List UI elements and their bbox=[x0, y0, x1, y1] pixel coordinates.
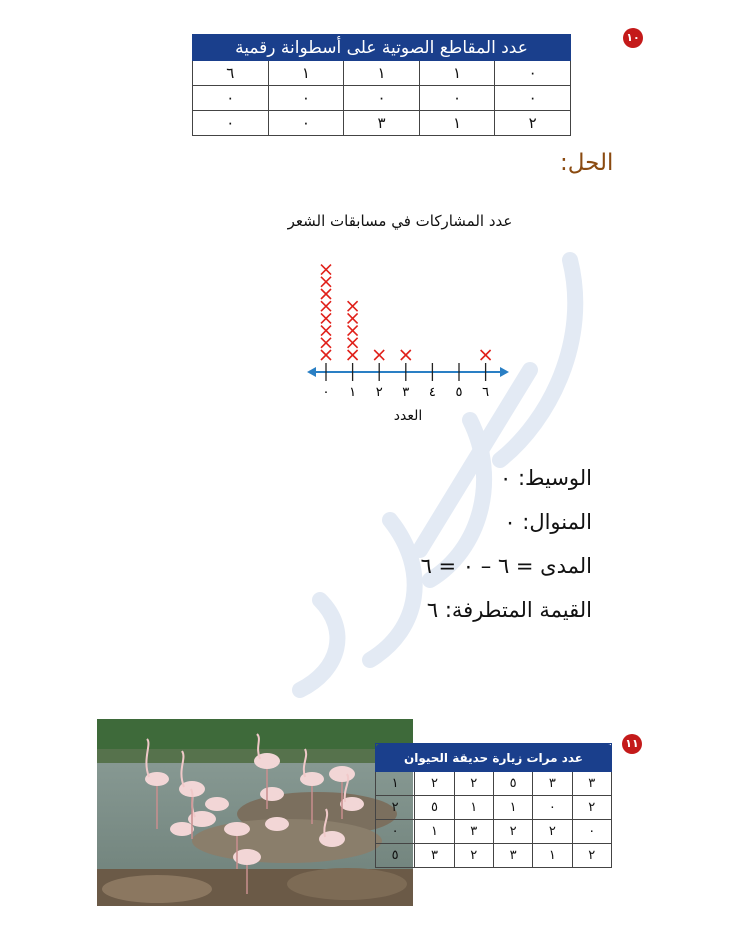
x-mark bbox=[348, 313, 358, 323]
table-cell: ٢ bbox=[376, 796, 415, 820]
table-cell: ٠ bbox=[419, 86, 495, 111]
x-mark bbox=[348, 350, 358, 360]
solution-heading: الحل: bbox=[560, 150, 614, 176]
table-cell: ٠ bbox=[376, 820, 415, 844]
table-cell: ٢ bbox=[533, 820, 572, 844]
table-cell: ٠ bbox=[268, 86, 344, 111]
flamingo-photo bbox=[97, 719, 413, 906]
x-mark bbox=[348, 326, 358, 336]
mode-text: المنوال: ٠ bbox=[504, 510, 592, 534]
question-number-10: ١٠ bbox=[623, 28, 643, 48]
table-cell: ٢ bbox=[572, 796, 611, 820]
tick-label: ٢ bbox=[375, 385, 383, 400]
x-mark bbox=[348, 338, 358, 348]
x-mark bbox=[321, 289, 331, 299]
outlier-text: القيمة المتطرفة: ٦ bbox=[426, 598, 592, 622]
table-cell: ٠ bbox=[344, 86, 420, 111]
zoo-visits-table-title: عدد مرات زيارة حديقة الحيوان bbox=[376, 744, 612, 772]
zoo-visits-table bbox=[375, 743, 612, 868]
range-text: المدى = ٦ – ٠ = ٦ bbox=[420, 554, 592, 578]
median-text: الوسيط: ٠ bbox=[500, 466, 592, 490]
table-cell: ١ bbox=[419, 61, 495, 86]
table-cell: ٣ bbox=[454, 820, 493, 844]
x-mark bbox=[481, 350, 491, 360]
x-mark bbox=[321, 265, 331, 275]
x-mark bbox=[321, 313, 331, 323]
table-cell: ٢ bbox=[454, 844, 493, 868]
number-line-left-arrow bbox=[307, 367, 316, 377]
x-mark bbox=[374, 350, 384, 360]
table-cell: ٢ bbox=[415, 772, 454, 796]
table-cell: ١ bbox=[454, 796, 493, 820]
table-cell: ٣ bbox=[572, 772, 611, 796]
x-mark bbox=[321, 338, 331, 348]
table-cell: ٠ bbox=[533, 796, 572, 820]
songs-table bbox=[192, 34, 571, 136]
table-row bbox=[193, 86, 571, 111]
chart-title: عدد المشاركات في مسابقات الشعر bbox=[287, 212, 513, 230]
x-axis-label: العدد bbox=[393, 408, 423, 424]
table-cell: ٣ bbox=[344, 111, 420, 136]
table-cell: ١ bbox=[533, 844, 572, 868]
x-mark bbox=[321, 301, 331, 311]
x-mark bbox=[348, 301, 358, 311]
table-row bbox=[376, 844, 612, 868]
tick-label: ٦ bbox=[482, 385, 490, 400]
table-cell: ٣ bbox=[493, 844, 532, 868]
table-row bbox=[193, 61, 571, 86]
table-row bbox=[193, 111, 571, 136]
table-cell: ٥ bbox=[376, 844, 415, 868]
table-cell: ٢ bbox=[572, 844, 611, 868]
tick-label: ٣ bbox=[402, 385, 410, 400]
table-cell: ٠ bbox=[495, 61, 571, 86]
table-row bbox=[376, 820, 612, 844]
table-cell: ٠ bbox=[193, 111, 269, 136]
table-cell: ٣ bbox=[533, 772, 572, 796]
table-cell: ١ bbox=[493, 796, 532, 820]
table-cell: ٢ bbox=[495, 111, 571, 136]
table-cell: ٢ bbox=[454, 772, 493, 796]
table-cell: ١ bbox=[268, 61, 344, 86]
tick-label: ٥ bbox=[455, 385, 463, 400]
songs-table-title: عدد المقاطع الصوتية على أسطوانة رقمية bbox=[193, 35, 571, 61]
line-plot bbox=[260, 205, 560, 430]
x-mark bbox=[321, 350, 331, 360]
table-cell: ٦ bbox=[193, 61, 269, 86]
x-mark bbox=[321, 277, 331, 287]
table-cell: ٣ bbox=[415, 844, 454, 868]
question-number-11: ١١ bbox=[622, 734, 642, 754]
table-cell: ١ bbox=[419, 111, 495, 136]
table-cell: ٥ bbox=[493, 772, 532, 796]
table-row bbox=[376, 796, 612, 820]
table-cell: ٥ bbox=[415, 796, 454, 820]
table-cell: ٠ bbox=[268, 111, 344, 136]
x-mark bbox=[321, 326, 331, 336]
table-cell: ١ bbox=[344, 61, 420, 86]
table-cell: ١ bbox=[415, 820, 454, 844]
table-row bbox=[376, 772, 612, 796]
tick-label: ١ bbox=[349, 385, 357, 400]
x-mark bbox=[401, 350, 411, 360]
number-line-right-arrow bbox=[500, 367, 509, 377]
table-cell: ٠ bbox=[193, 86, 269, 111]
table-cell: ٢ bbox=[493, 820, 532, 844]
table-cell: ١ bbox=[376, 772, 415, 796]
table-cell: ٠ bbox=[495, 86, 571, 111]
table-cell: ٠ bbox=[572, 820, 611, 844]
tick-label: ٤ bbox=[428, 385, 436, 400]
tick-label: ٠ bbox=[322, 385, 330, 400]
